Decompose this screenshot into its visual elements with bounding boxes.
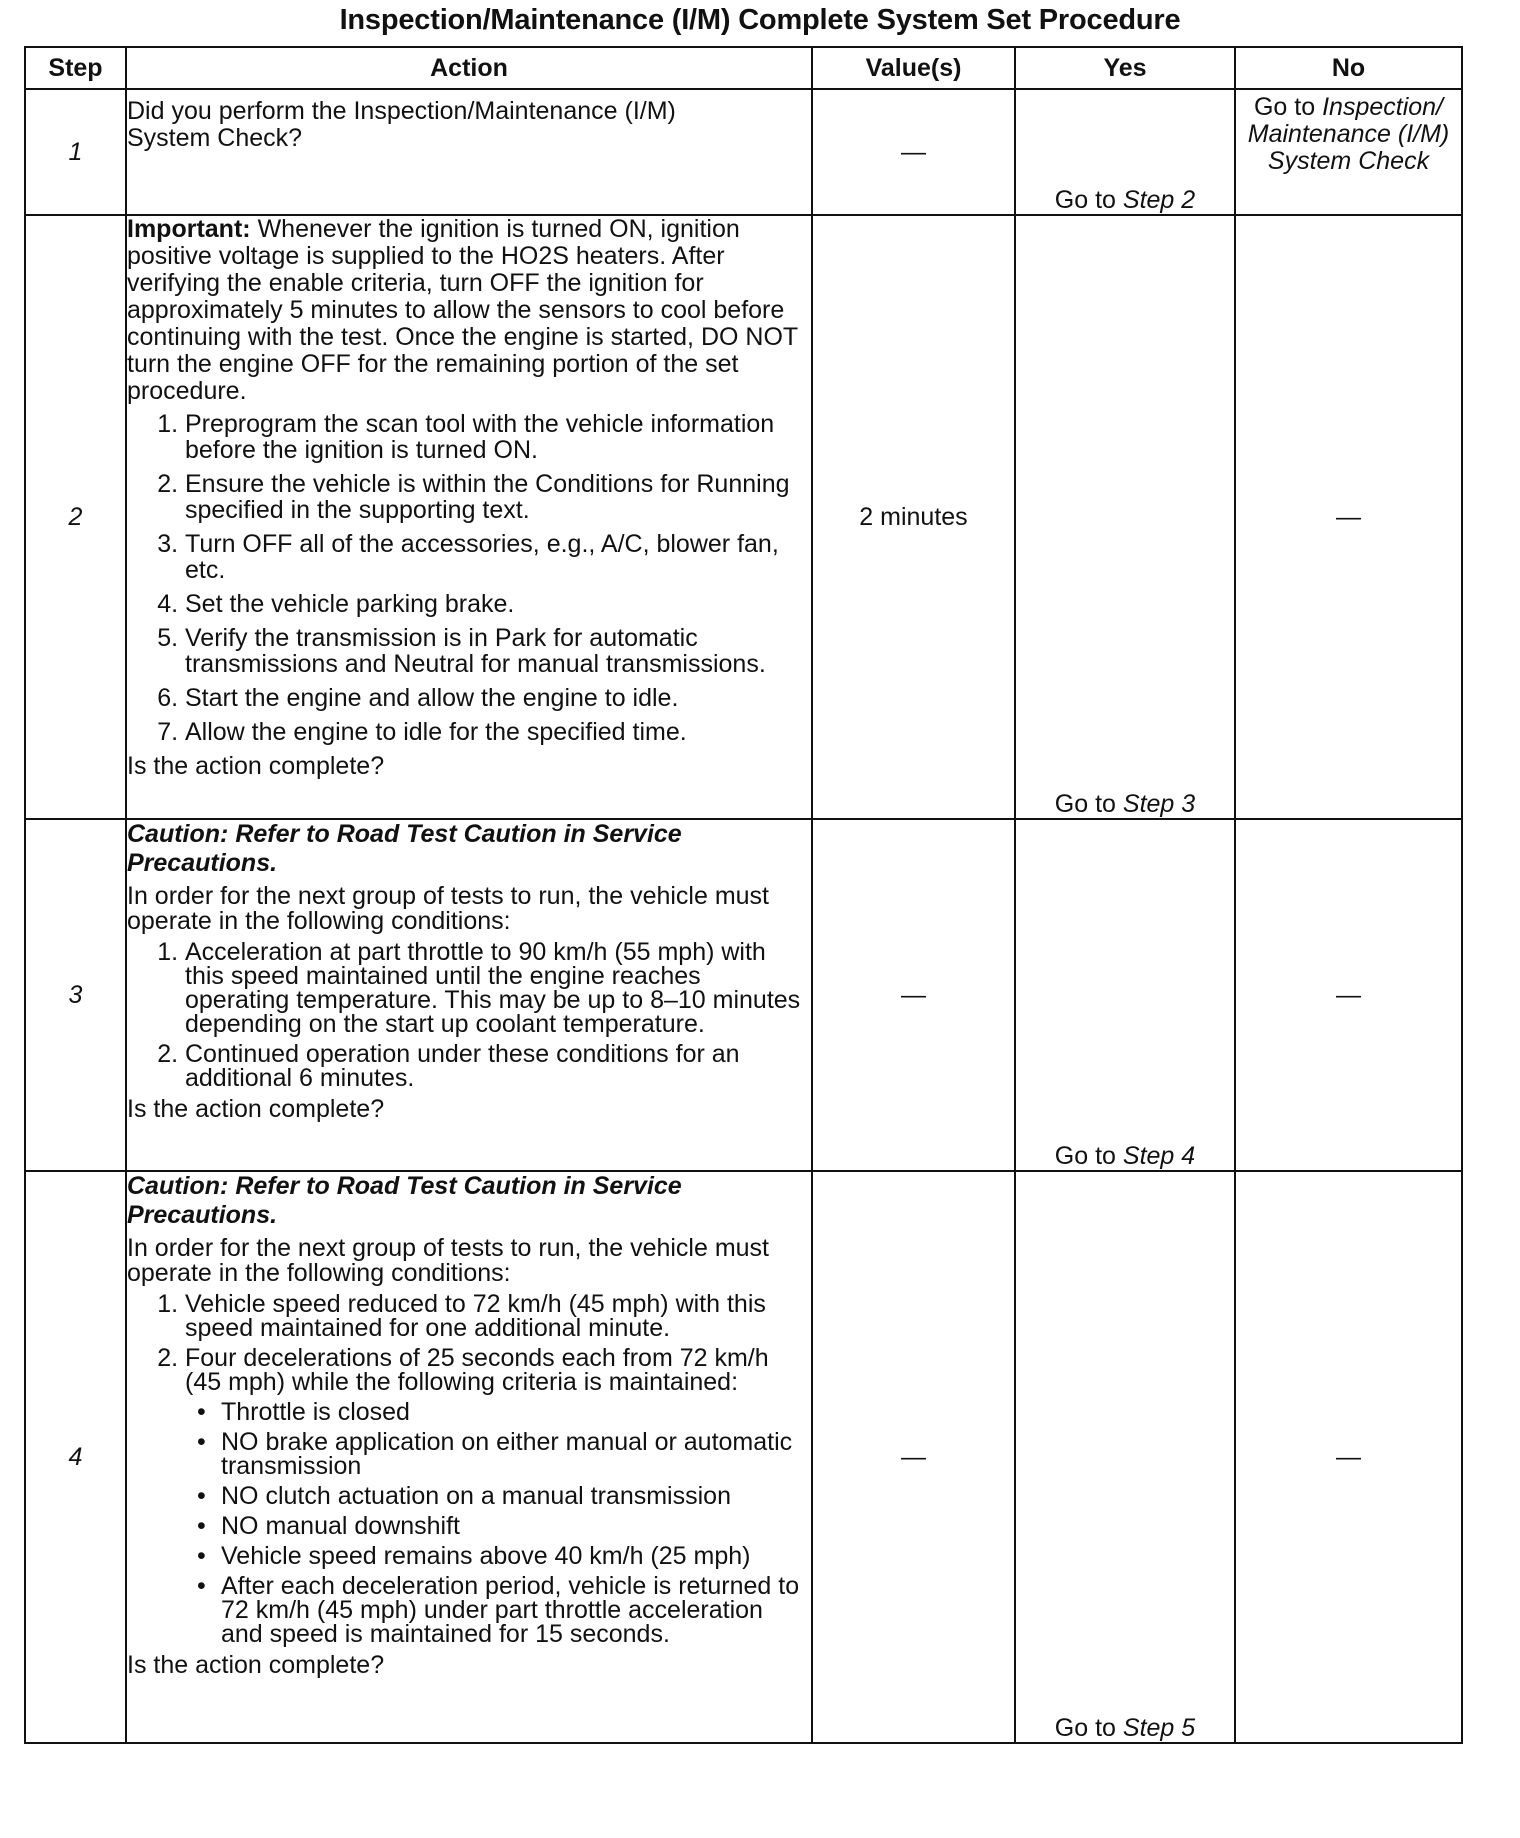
- yes-prefix: Go to: [1054, 1142, 1116, 1170]
- header-step: Step: [25, 47, 126, 89]
- list-item: [185, 1346, 811, 1646]
- criteria-bullets: [185, 1400, 811, 1646]
- bullet-item: [197, 1428, 811, 1480]
- important-note: [127, 216, 811, 405]
- action-cell: [126, 215, 812, 819]
- header-yes: Yes: [1015, 47, 1235, 89]
- yes-step-link[interactable]: Step 3: [1122, 790, 1196, 818]
- bullet-icon: •: [197, 1398, 206, 1426]
- list-item: 1. Acceleration at part throttle to 90 km/h (55 mph) with this speed maintained until the engine reaches operating temperature. This may be up to 8–10 minutes depending on the start up coolant temperature.: [185, 940, 811, 1036]
- list-item: 6. Start the engine and allow the engine to idle.: [185, 685, 811, 711]
- no-system-check-link[interactable]: Inspection/ Maintenance (I/M) System Check: [1247, 93, 1450, 175]
- header-action: Action: [126, 47, 812, 89]
- procedure-table: [24, 46, 1463, 1744]
- no-prefix: Go to: [1253, 93, 1316, 121]
- completion-question: Is the action complete?: [127, 1651, 385, 1679]
- bullet-text: NO brake application on either manual or automatic transmission: [221, 1428, 793, 1480]
- value-cell: —: [812, 89, 1015, 215]
- bullet-text: NO manual downshift: [221, 1512, 461, 1540]
- step-number: 2: [25, 215, 126, 819]
- list-item: 5. Verify the transmission is in Park for automatic transmissions and Neutral for manual transmissions.: [185, 625, 811, 677]
- completion-question: Is the action complete?: [127, 1095, 385, 1123]
- action-cell: [126, 819, 812, 1171]
- bullet-item: [197, 1542, 811, 1570]
- bullet-icon: •: [197, 1572, 206, 1600]
- yes-cell: [1015, 1171, 1235, 1743]
- yes-step-link[interactable]: Step 2: [1122, 186, 1196, 214]
- no-cell: —: [1235, 215, 1462, 819]
- yes-cell: [1015, 215, 1235, 819]
- yes-prefix: Go to: [1054, 790, 1116, 818]
- bullet-text: After each deceleration period, vehicle is returned to 72 km/h (45 mph) under part throttle acceleration and speed is maintained for 15 seconds.: [221, 1572, 800, 1648]
- value-cell: —: [812, 1171, 1015, 1743]
- intro-text: In order for the next group of tests to run, the vehicle must operate in the following conditions:: [127, 882, 770, 935]
- yes-step-link[interactable]: Step 4: [1122, 1142, 1196, 1170]
- no-cell: —: [1235, 1171, 1462, 1743]
- action-cell: [126, 89, 812, 215]
- list-item: 3. Turn OFF all of the accessories, e.g., A/C, blower fan, etc.: [185, 531, 811, 583]
- bullet-item: [197, 1572, 811, 1648]
- yes-cell: [1015, 89, 1235, 215]
- yes-cell: [1015, 819, 1235, 1171]
- no-cell: —: [1235, 819, 1462, 1171]
- bullet-icon: •: [197, 1512, 206, 1540]
- caution-note: Caution: Refer to Road Test Caution in Service Precautions.: [127, 1172, 682, 1229]
- page-title: Inspection/Maintenance (I/M) Complete System Set Procedure: [339, 4, 1181, 36]
- bullet-text: NO clutch actuation on a manual transmission: [221, 1482, 731, 1510]
- yes-step-link[interactable]: Step 5: [1122, 1714, 1196, 1742]
- bullet-text: Throttle is closed: [221, 1398, 410, 1426]
- list-item: 7. Allow the engine to idle for the specified time.: [185, 719, 811, 745]
- step-number: 1: [25, 89, 126, 215]
- action-cell: [126, 1171, 812, 1743]
- table-row-step-4: [25, 1171, 1462, 1743]
- no-cell: [1235, 89, 1462, 215]
- list-item: 2. Continued operation under these conditions for an additional 6 minutes.: [185, 1042, 811, 1090]
- header-no: No: [1235, 47, 1462, 89]
- value-cell: —: [812, 819, 1015, 1171]
- bullet-icon: •: [197, 1482, 206, 1510]
- completion-question: Is the action complete?: [127, 752, 385, 780]
- yes-prefix: Go to: [1054, 1714, 1116, 1742]
- step-number: 4: [25, 1171, 126, 1743]
- caution-note: Caution: Refer to Road Test Caution in Service Precautions.: [127, 820, 682, 877]
- bullet-item: [197, 1398, 811, 1426]
- intro-text: In order for the next group of tests to run, the vehicle must operate in the following conditions:: [127, 1234, 770, 1287]
- bullet-icon: •: [197, 1542, 206, 1570]
- table-row-step-3: [25, 819, 1462, 1171]
- value-cell: 2 minutes: [812, 215, 1015, 819]
- numbered-steps: [127, 1292, 811, 1646]
- header-values: Value(s): [812, 47, 1015, 89]
- bullet-item: [197, 1482, 811, 1510]
- important-text: Whenever the ignition is turned ON, ignition positive voltage is supplied to the HO2S heaters. After verifying the enable criteria, turn OFF the ignition for approximately 5 minutes to allow the sensors to cool before continuing with the test. Once the engine is started, DO NOT turn the engine OFF for the remaining portion of the set procedure.: [127, 215, 798, 405]
- list-item: 1. Preprogram the scan tool with the vehicle information before the ignition is turned ON.: [185, 411, 811, 463]
- list-item-text: Four decelerations of 25 seconds each from 72 km/h (45 mph) while the following criteria is maintained:: [185, 1344, 769, 1396]
- bullet-item: [197, 1512, 811, 1540]
- action-text: Did you perform the Inspection/Maintenance (I/M) System Check?: [127, 97, 676, 152]
- bullet-icon: •: [197, 1428, 206, 1456]
- bullet-text: Vehicle speed remains above 40 km/h (25 mph): [221, 1542, 751, 1570]
- numbered-steps: [127, 411, 811, 745]
- list-item: 2. Ensure the vehicle is within the Conditions for Running specified in the supporting text.: [185, 471, 811, 523]
- table-row-step-2: [25, 215, 1462, 819]
- yes-prefix: Go to: [1054, 186, 1116, 214]
- step-number: 3: [25, 819, 126, 1171]
- table-row-step-1: [25, 89, 1462, 215]
- numbered-steps: [127, 940, 811, 1090]
- list-item: 1. Vehicle speed reduced to 72 km/h (45 mph) with this speed maintained for one additional minute.: [185, 1292, 811, 1340]
- list-item: 4. Set the vehicle parking brake.: [185, 591, 811, 617]
- header-row: [25, 47, 1462, 89]
- important-label: Important:: [127, 215, 251, 243]
